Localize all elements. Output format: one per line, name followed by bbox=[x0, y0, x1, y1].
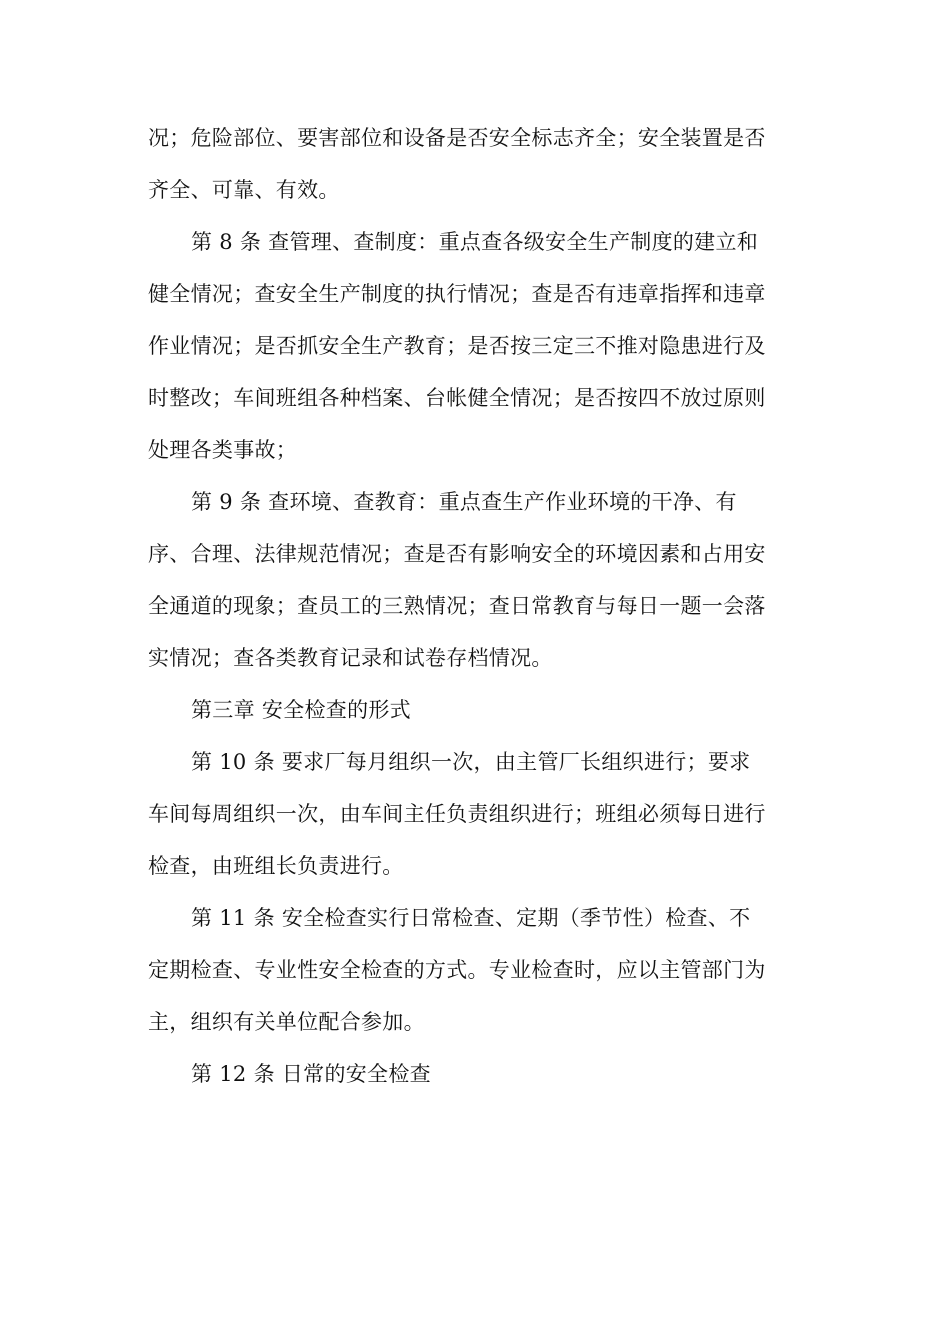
article-10-heading: 第 10 条 要求厂每月组织一次，由主管厂长组织进行；要求 bbox=[191, 750, 751, 774]
chapter-3-title: 第三章 安全检查的形式 bbox=[191, 698, 411, 722]
text-line: 齐全、可靠、有效。 bbox=[148, 178, 340, 202]
text-line: 全通道的现象；查员工的三熟情况；查日常教育与每日一题一会落 bbox=[148, 594, 766, 618]
text-line: 健全情况；查安全生产制度的执行情况；查是否有违章指挥和违章 bbox=[148, 282, 766, 306]
article-11-heading: 第 11 条 安全检查实行日常检查、定期（季节性）检查、不 bbox=[191, 906, 751, 930]
document-body bbox=[148, 112, 798, 1100]
text-line: 实情况；查各类教育记录和试卷存档情况。 bbox=[148, 646, 553, 670]
article-12-heading: 第 12 条 日常的安全检查 bbox=[191, 1062, 431, 1086]
text-line: 时整改；车间班组各种档案、台帐健全情况；是否按四不放过原则 bbox=[148, 386, 766, 410]
article-9-heading: 第 9 条 查环境、查教育：重点查生产作业环境的干净、有 bbox=[191, 490, 737, 514]
text-line: 检查，由班组长负责进行。 bbox=[148, 854, 404, 878]
text-line: 处理各类事故； bbox=[148, 438, 298, 462]
text-line: 序、合理、法律规范情况；查是否有影响安全的环境因素和占用安 bbox=[148, 542, 766, 566]
text-line: 定期检查、专业性安全检查的方式。专业检查时，应以主管部门为 bbox=[148, 958, 766, 982]
article-8-heading: 第 8 条 查管理、查制度：重点查各级安全生产制度的建立和 bbox=[191, 230, 759, 254]
text-line: 车间每周组织一次，由车间主任负责组织进行；班组必须每日进行 bbox=[148, 802, 766, 826]
text-line: 作业情况；是否抓安全生产教育；是否按三定三不推对隐患进行及 bbox=[148, 334, 766, 358]
text-line: 况；危险部位、要害部位和设备是否安全标志齐全；安全装置是否 bbox=[148, 126, 766, 150]
text-line: 主，组织有关单位配合参加。 bbox=[148, 1010, 425, 1034]
